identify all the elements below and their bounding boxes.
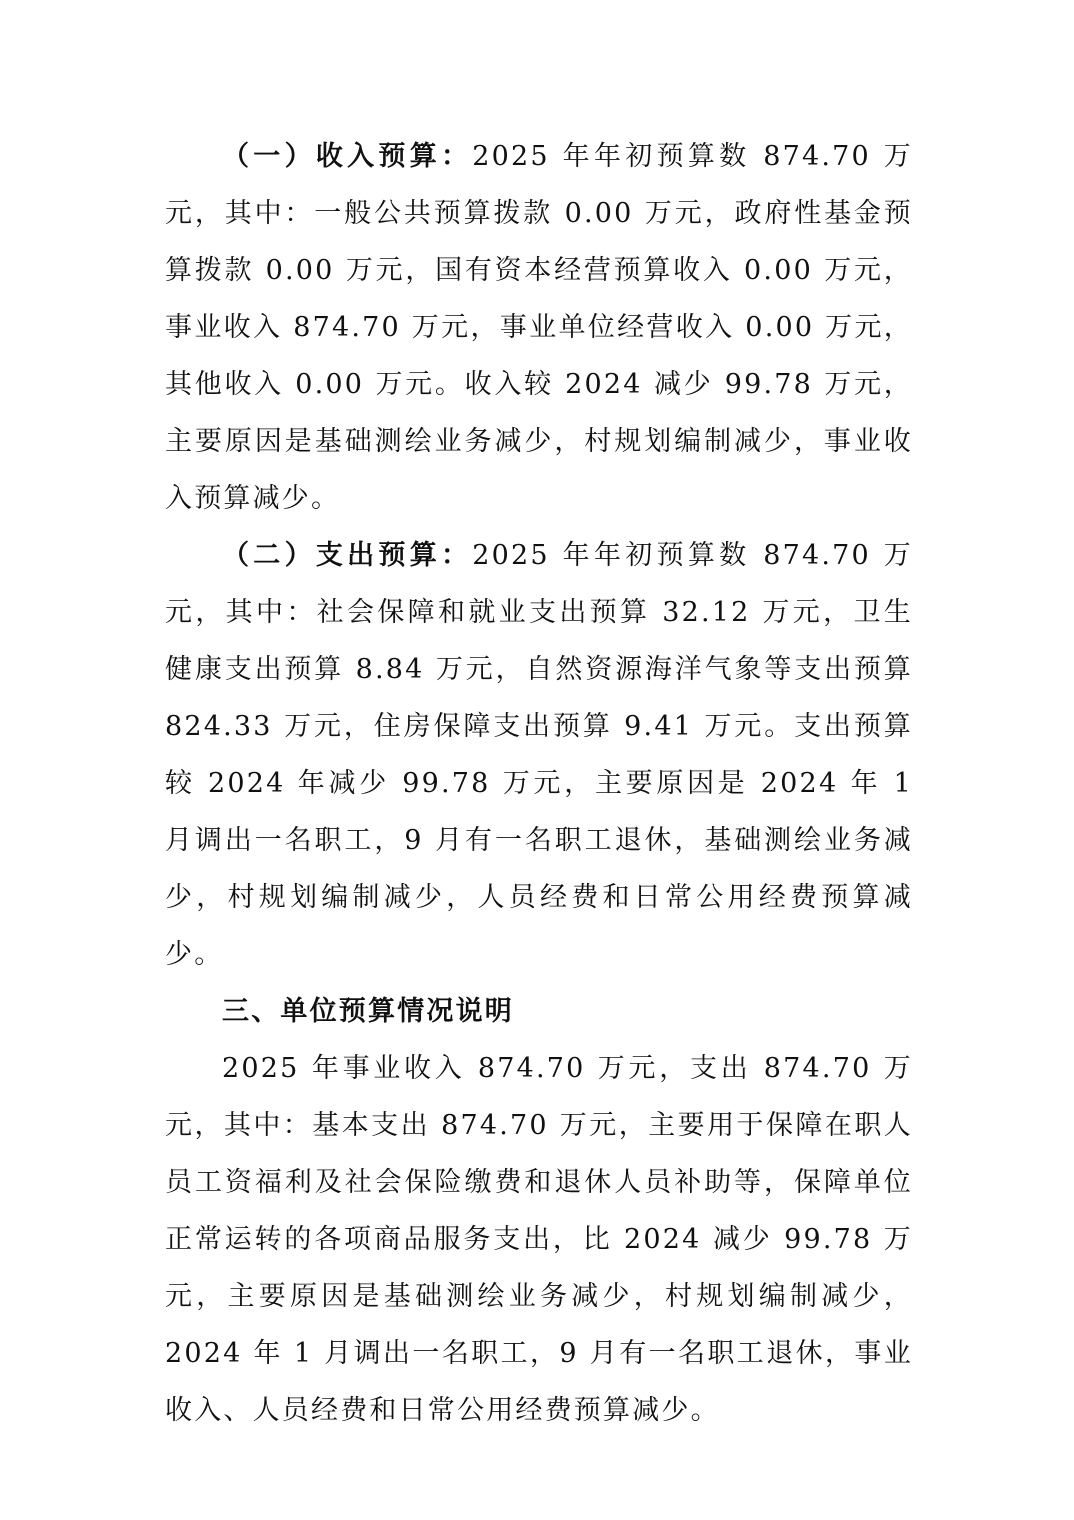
expenditure-budget-heading: （二）支出预算： <box>222 540 473 571</box>
expenditure-budget-paragraph <box>165 527 913 983</box>
expenditure-budget-text: 2025 年年初预算数 874.70 万元，其中：社会保障和就业支出预算 32.12 万元，卫生健康支出预算 8.84 万元，自然资源海洋气象等支出预算 824.33 万元，住房保障支出预算 9.41 万元。支出预算较 2024 年减少 99.78 万元，主要原因是 2024 年 1 月调出一名职工，9 月有一名职工退休，基础测绘业务减少，村规划编制减少，人员经费和日常公用经费预算减少。 <box>165 540 913 970</box>
income-budget-text: 2025 年年初预算数 874.70 万元，其中：一般公共预算拨款 0.00 万元，政府性基金预算拨款 0.00 万元，国有资本经营预算收入 0.00 万元，事业收入 874.70 万元，事业单位经营收入 0.00 万元，其他收入 0.00 万元。收入较 2024 减少 99.78 万元，主要原因是基础测绘业务减少，村规划编制减少，事业收入预算减少。 <box>165 141 913 514</box>
document-body <box>165 128 913 1439</box>
section-three-heading: 三、单位预算情况说明 <box>222 996 514 1027</box>
unit-budget-paragraph: 2025 年事业收入 874.70 万元，支出 874.70 万元，其中：基本支出 874.70 万元，主要用于保障在职人员工资福利及社会保险缴费和退休人员补助等，保障单位正常运转的各项商品服务支出，比 2024 减少 99.78 万元，主要原因是基础测绘业务减少，村规划编制减少，2024 年 1 月调出一名职工，9 月有一名职工退休，事业收入、人员经费和日常公用经费预算减少。 <box>165 1053 913 1426</box>
income-budget-paragraph <box>165 128 913 527</box>
income-budget-heading: （一）收入预算： <box>222 141 473 172</box>
